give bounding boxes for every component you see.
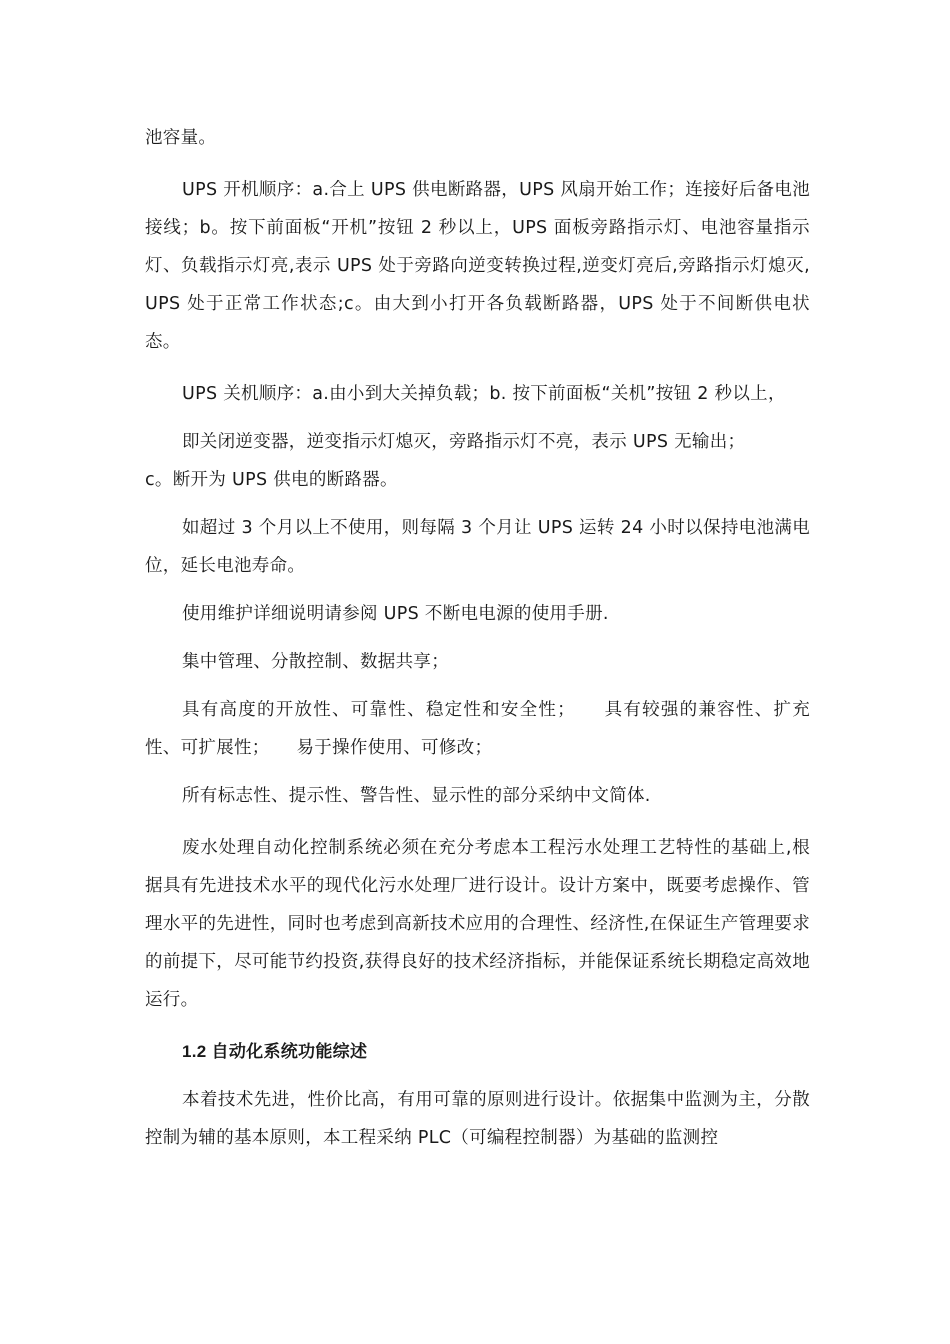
paragraph-management: 集中管理、分散控制、数据共享； (182, 652, 449, 672)
paragraph-breaker-off: c。断开为 UPS 供电的断路器。 (145, 470, 398, 490)
paragraph-battery-capacity: 池容量。 (145, 128, 217, 148)
paragraph-ups-startup: UPS 开机顺序：a.合上 UPS 供电断路器，UPS 风扇开始工作；连接好后备电池接线；b。按下前面板“开机”按钮 2 秒以上，UPS 面板旁路指示灯、电池容量指示灯、负载指示灯亮,表示 UPS 处于旁路向逆变转换过程,逆变灯亮后,旁路指示灯熄灭,UPS 处于正常工作状态;c。由大到小打开各负载断路器，UPS 处于不间断供电状态。 (145, 180, 810, 352)
paragraph-long-idle: 如超过 3 个月以上不使用，则每隔 3 个月让 UPS 运转 24 小时以保持电池满电位，延长电池寿命。 (145, 518, 810, 576)
paragraph-design-principles: 废水处理自动化控制系统必须在充分考虑本工程污水处理工艺特性的基础上,根据具有先进技术水平的现代化污水处理厂进行设计。设计方案中，既要考虑操作、管理水平的先进性，同时也考虑到高新技术应用的合理性、经济性,在保证生产管理要求的前提下，尽可能节约投资,获得良好的技术经济指标，并能保证系统长期稳定高效地运行。 (145, 838, 810, 1010)
section-heading: 1.2 自动化系统功能综述 (182, 1042, 368, 1061)
paragraph-features: 具有高度的开放性、可靠性、稳定性和安全性； 具有较强的兼容性、扩充性、可扩展性； 易于操作使用、可修改； (145, 700, 810, 758)
paragraph-inverter-off: 即关闭逆变器，逆变指示灯熄灭，旁路指示灯不亮，表示 UPS 无输出； (182, 432, 746, 452)
paragraph-ups-shutdown: UPS 关机顺序：a.由小到大关掉负载；b. 按下前面板“关机”按钮 2 秒以上， (182, 384, 786, 404)
document-page (145, 119, 810, 1157)
paragraph-chinese-labels: 所有标志性、提示性、警告性、显示性的部分采纳中文简体. (182, 786, 651, 806)
paragraph-manual-ref: 使用维护详细说明请参阅 UPS 不断电电源的使用手册. (182, 604, 609, 624)
paragraph-design-basis: 本着技术先进，性价比高，有用可靠的原则进行设计。依据集中监测为主，分散控制为辅的基本原则，本工程采纳 PLC（可编程控制器）为基础的监测控 (145, 1090, 810, 1148)
